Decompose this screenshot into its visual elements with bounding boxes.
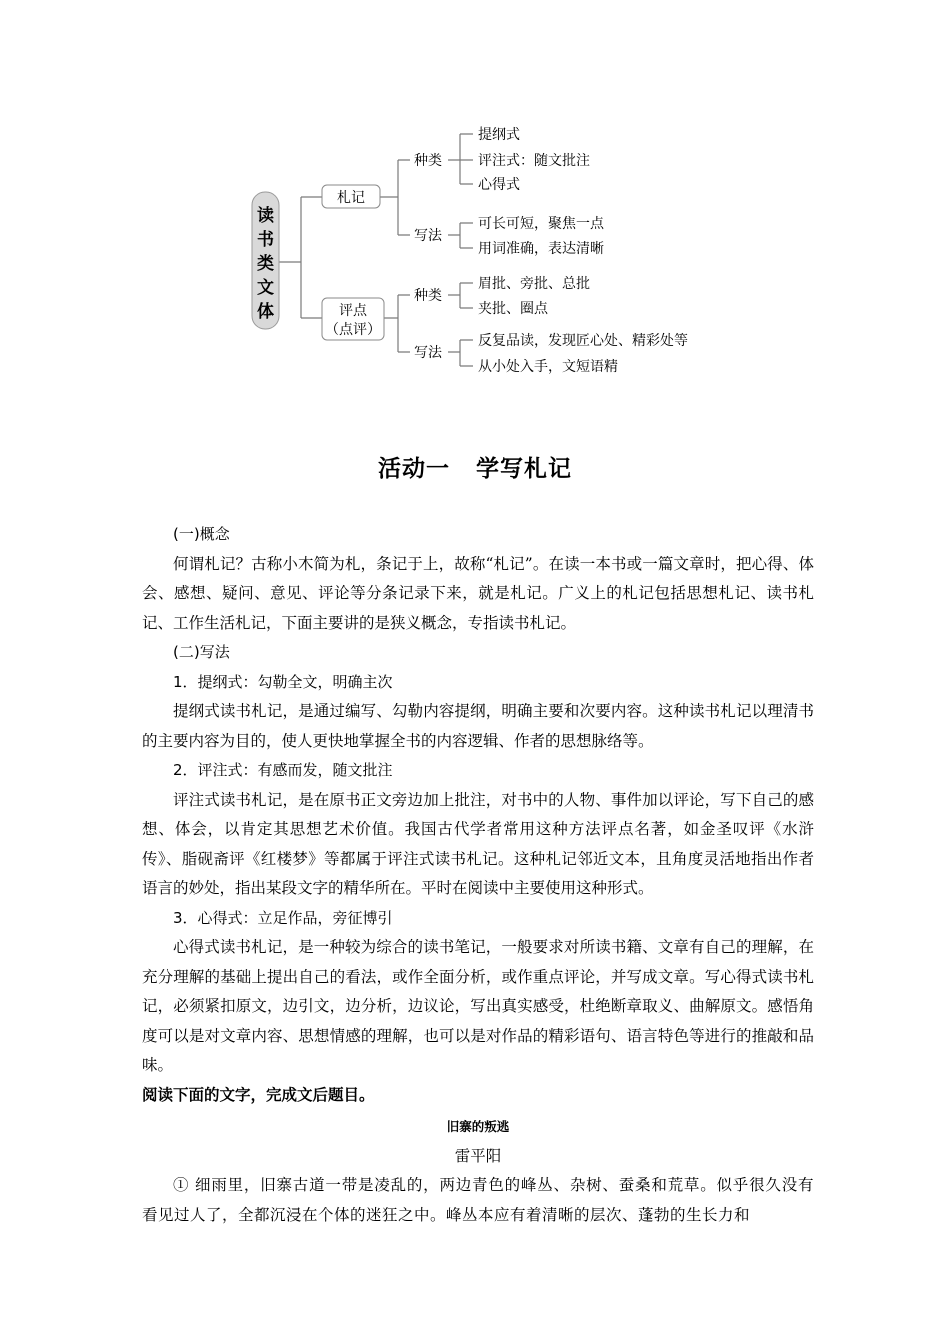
reading-instruction: 阅读下面的文字，完成文后题目。 xyxy=(142,1085,375,1104)
main-content xyxy=(142,520,814,1230)
zhaji-zhonglei-label: 种类 xyxy=(414,153,442,169)
method-1-paragraph: 提纲式读书札记，是通过编写、勾勒内容提纲，明确主要和次要内容。这种读书札记以理清书的主要内容为目的，使人更快地掌握全书的内容逻辑、作者的思想脉络等。 xyxy=(142,702,814,750)
pingdian-node xyxy=(322,298,384,340)
concept-paragraph: 何谓札记？古称小木简为札，条记于上，故称“札记”。在读一本书或一篇文章时，把心得、体会、感想、疑问、意见、评论等分条记录下来，就是札记。广义上的札记包括思想札记、读书札记、工作生活札记，下面主要讲的是狭义概念，专指读书札记。 xyxy=(142,554,814,632)
pingdian-xiefa-item-1: 反复品读，发现匠心处、精彩处等 xyxy=(478,333,688,349)
zhaji-xiefa-label: 写法 xyxy=(414,228,442,244)
pingdian-zhonglei-item-1: 眉批、旁批、总批 xyxy=(478,276,590,292)
root-char-4: 文 xyxy=(257,278,274,298)
section-method-heading: (二)写法 xyxy=(173,643,230,661)
root-char-2: 书 xyxy=(257,230,274,250)
passage-paragraph-1: ① 细雨里，旧寨古道一带是凌乱的，两边青色的峰丛、杂树、蚕桑和荒草。似乎很久没有看见过人了，全都沉浸在个体的迷狂之中。峰丛本应有着清晰的层次、蓬勃的生长力和 xyxy=(142,1176,814,1224)
pingdian-zhonglei-item-2: 夹批、圈点 xyxy=(478,301,548,317)
activity-title xyxy=(0,450,950,483)
pingdian-sublabel: （点评） xyxy=(325,322,381,338)
section-concept-heading: (一)概念 xyxy=(173,525,230,543)
passage-title: 旧寨的叛逃 xyxy=(446,1119,510,1134)
pingdian-zhonglei-label: 种类 xyxy=(414,288,442,304)
pingdian-xiefa-label: 写法 xyxy=(414,345,442,361)
method-2-paragraph: 评注式读书札记，是在原书正文旁边加上批注，对书中的人物、事件加以评论，写下自己的感想、体会，以肯定其思想艺术价值。我国古代学者常用这种方法评点名著，如金圣叹评《水浒传》、脂砚斋评《红楼梦》等都属于评注式读书札记。这种札记邻近文本，且角度灵活地指出作者语言的妙处，指出某段文字的精华所在。平时在阅读中主要使用这种形式。 xyxy=(142,790,814,897)
activity-title-part1: 活动一 xyxy=(378,456,450,482)
method-3-paragraph: 心得式读书札记，是一种较为综合的读书笔记，一般要求对所读书籍、文章有自己的理解，在充分理解的基础上提出自己的看法，或作全面分析，或作重点评论，并写成文章。写心得式读书札记，必须紧扣原文，边引文，边分析，边议论，写出真实感受，杜绝断章取义、曲解原文。感悟角度可以是对文章内容、思想情感的理解，也可以是对作品的精彩语句、语言特色等进行的推敲和品味。 xyxy=(142,938,814,1074)
method-3-heading: 3．心得式：立足作品，旁征博引 xyxy=(173,908,393,927)
zhaji-node xyxy=(322,185,380,208)
method-1-heading: 1．提纲式：勾勒全文，明确主次 xyxy=(173,672,393,691)
zhaji-xiefa-item-1: 可长可短，聚焦一点 xyxy=(478,216,604,232)
activity-title-part2: 学写札记 xyxy=(476,456,572,482)
zhaji-zhonglei-item-1: 提纲式 xyxy=(478,127,520,143)
zhaji-zhonglei-item-2: 评注式：随文批注 xyxy=(478,153,590,169)
zhaji-xiefa-item-2: 用词准确，表达清晰 xyxy=(478,241,604,257)
root-char-3: 类 xyxy=(257,254,274,274)
passage-author: 雷平阳 xyxy=(454,1146,502,1165)
reading-genre-mindmap xyxy=(0,0,950,400)
pingdian-label: 评点 xyxy=(339,303,367,319)
root-node xyxy=(252,192,279,329)
zhaji-zhonglei-item-3: 心得式 xyxy=(478,177,520,193)
pingdian-xiefa-item-2: 从小处入手，文短语精 xyxy=(478,359,618,375)
root-char-1: 读 xyxy=(257,206,274,226)
root-char-5: 体 xyxy=(257,302,274,322)
zhaji-label: 札记 xyxy=(337,190,365,206)
method-2-heading: 2．评注式：有感而发，随文批注 xyxy=(173,761,393,779)
